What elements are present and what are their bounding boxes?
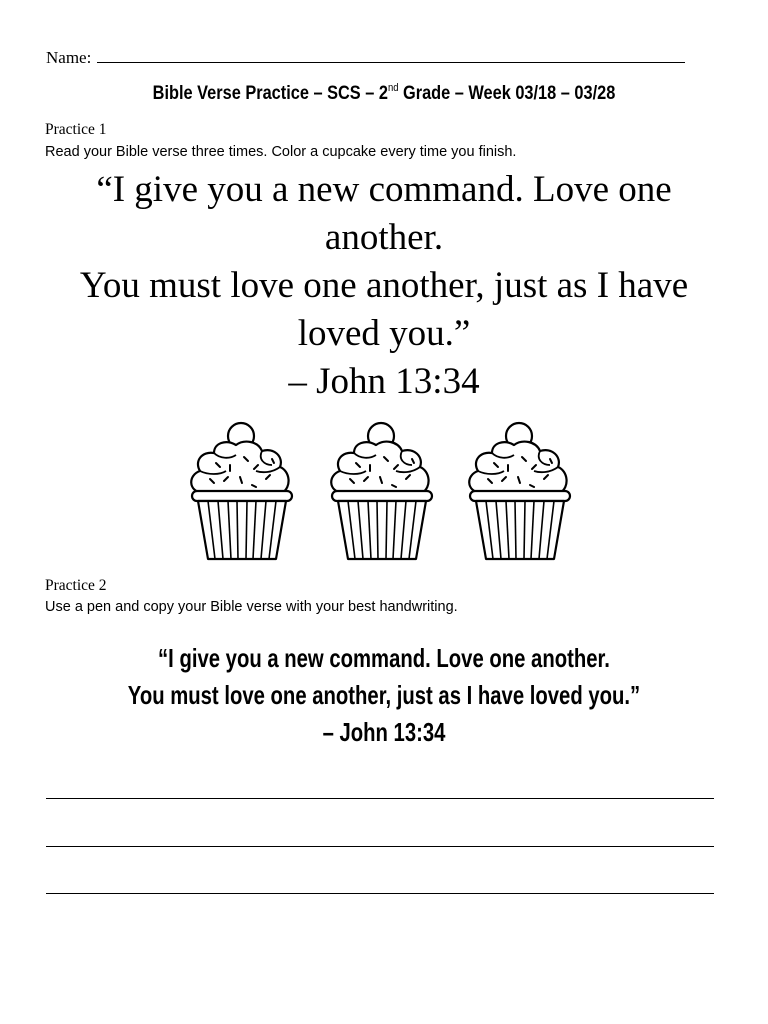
verse-1-line: You must love one another, just as I have bbox=[79, 265, 689, 306]
worksheet-title bbox=[54, 82, 714, 105]
verse-block-1 bbox=[30, 166, 738, 406]
practice-2-instruction: Use a pen and copy your Bible verse with your best handwriting. bbox=[45, 599, 458, 615]
verse-1-line: “I give you a new command. Love one bbox=[96, 169, 672, 210]
verse-2-line: You must love one another, just as I have loved you.” bbox=[127, 680, 641, 710]
cupcakes-row bbox=[186, 415, 586, 565]
verse-2-reference: – John 13:34 bbox=[322, 717, 446, 747]
title-part-1: Bible Verse Practice – SCS – 2 bbox=[152, 83, 388, 104]
title-part-2: Grade – Week 03/18 – 03/28 bbox=[398, 83, 616, 104]
verse-block-2 bbox=[0, 640, 768, 751]
cupcake-icon[interactable] bbox=[469, 423, 570, 559]
verse-2-line: “I give you a new command. Love one another. bbox=[158, 643, 610, 673]
verse-1-reference: – John 13:34 bbox=[288, 361, 480, 402]
title-superscript: nd bbox=[387, 82, 399, 94]
handwriting-line[interactable] bbox=[46, 798, 714, 799]
practice-1-label: Practice 1 bbox=[45, 121, 107, 138]
cupcake-icon[interactable] bbox=[191, 423, 292, 559]
verse-1-line: loved you.” bbox=[297, 313, 471, 354]
name-write-line[interactable] bbox=[97, 48, 685, 63]
handwriting-line[interactable] bbox=[46, 846, 714, 847]
handwriting-line[interactable] bbox=[46, 893, 714, 894]
verse-1-line: another. bbox=[324, 217, 444, 258]
practice-1-instruction: Read your Bible verse three times. Color a cupcake every time you finish. bbox=[45, 144, 517, 160]
practice-2-label: Practice 2 bbox=[45, 577, 107, 594]
name-label: Name: bbox=[46, 48, 92, 67]
name-field-row bbox=[46, 48, 685, 68]
cupcake-icon[interactable] bbox=[331, 423, 432, 559]
